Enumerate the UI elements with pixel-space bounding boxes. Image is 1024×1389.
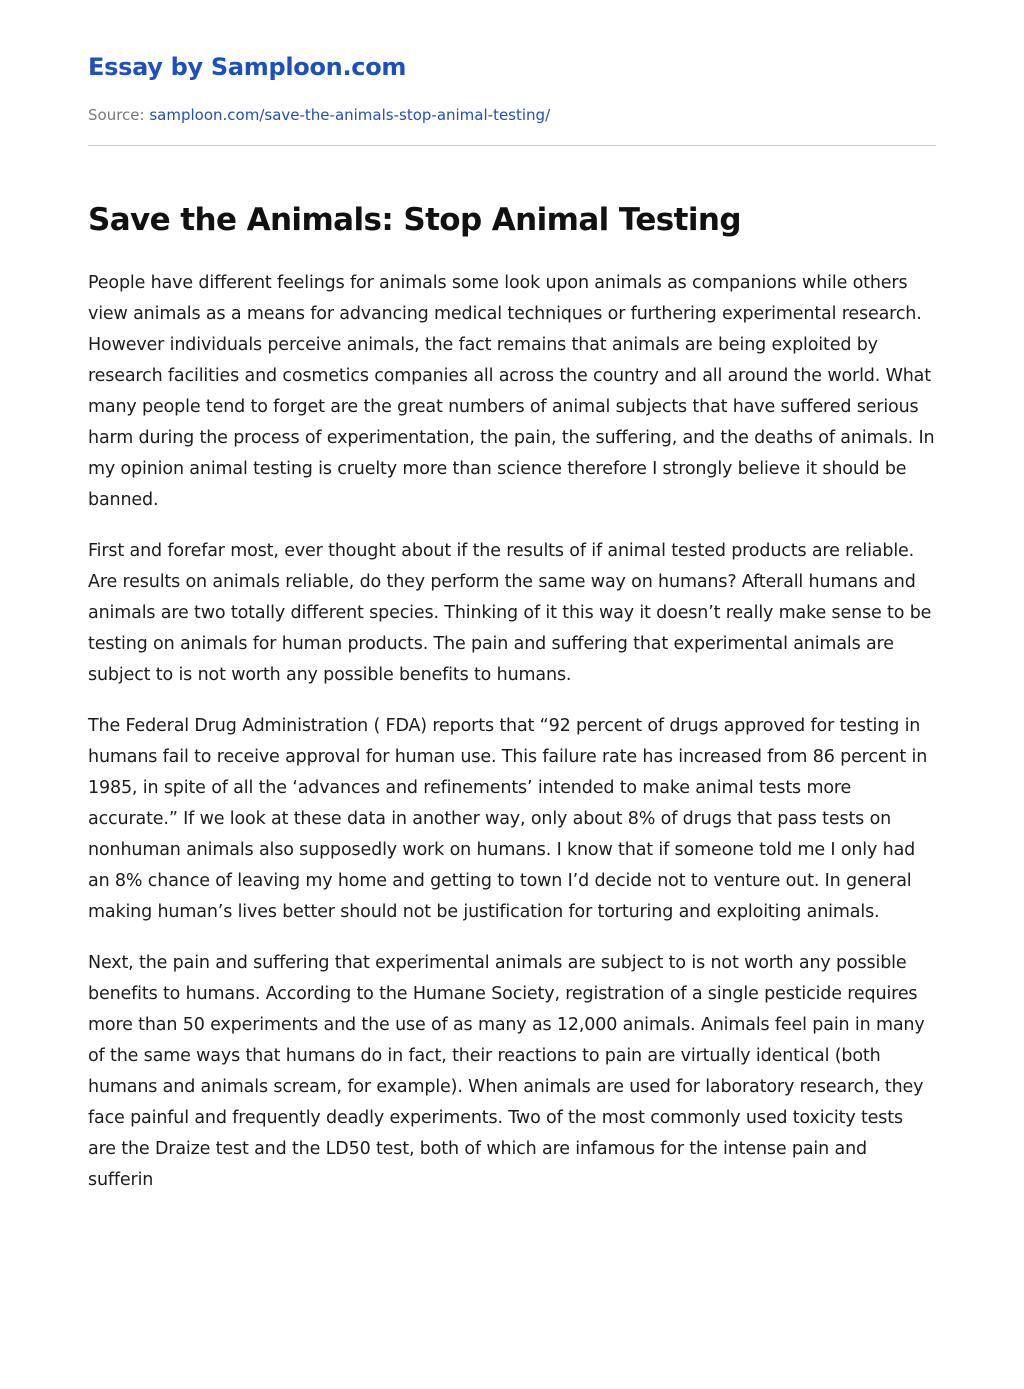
site-brand: Essay by Samploon.com [88,53,407,81]
essay-paragraph: First and forefar most, ever thought about if the results of if animal tested products are reliable. Are results on animals reliable, do they perform the same way on humans? Afterall humans and animals are two totally different species. Thinking of it this way it doesn’t really make sense to be testing on animals for human products. The pain and suffering that experimental animals are subject to is not worth any possible benefits to humans. [88,541,932,685]
essay-title: Save the Animals: Stop Animal Testing [88,202,741,238]
essay-body [88,268,936,1216]
header-divider [88,145,936,146]
source-link[interactable]: samploon.com/save-the-animals-stop-animal-testing/ [149,106,551,124]
source-label: Source: [88,106,145,124]
source-line [88,106,550,124]
essay-paragraph: The Federal Drug Administration ( FDA) reports that “92 percent of drugs approved for testing in humans fail to receive approval for human use. This failure rate has increased from 86 percent in 1985, in spite of all the ‘advances and refinements’ intended to make animal tests more accurate.” If we look at these data in another way, only about 8% of drugs that pass tests on nonhuman animals also supposedly work on humans. I know that if someone told me I only had an 8% chance of leaving my home and getting to town I’d decide not to venture out. In general making human’s lives better should not be justification for torturing and exploiting animals. [88,716,928,922]
essay-paragraph: Next, the pain and suffering that experimental animals are subject to is not worth any possible benefits to humans. According to the Humane Society, registration of a single pesticide requires more than 50 experiments and the use of as many as 12,000 animals. Animals feel pain in many of the same ways that humans do in fact, their reactions to pain are virtually identical (both humans and animals scream, for example). When animals are used for laboratory research, they face painful and frequently deadly experiments. Two of the most commonly used toxicity tests are the Draize test and the LD50 test, both of which are infamous for the intense pain and sufferin [88,953,925,1190]
essay-paragraph: People have different feelings for animals some look upon animals as companions while others view animals as a means for advancing medical techniques or furthering experimental research. However individuals perceive animals, the fact remains that animals are being exploited by research facilities and cosmetics companies all across the country and all around the world. What many people tend to forget are the great numbers of animal subjects that have suffered serious harm during the process of experimentation, the pain, the suffering, and the deaths of animals. In my opinion animal testing is cruelty more than science therefore I strongly believe it should be banned. [88,273,935,510]
